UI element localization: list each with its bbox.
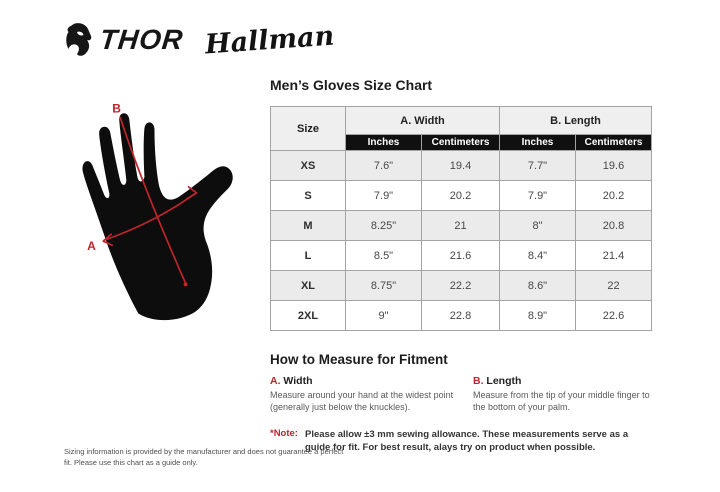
width-inches-value: 7.9" (346, 181, 422, 211)
measure-length-label (473, 375, 652, 387)
length-inches-value: 8.6" (500, 271, 576, 301)
measure-width-word: Width (283, 375, 313, 387)
note-label: *Note: (270, 427, 298, 439)
length-centimeters-value: 20.2 (576, 181, 652, 211)
measure-length-letter: B. (473, 375, 484, 387)
size-label: 2XL (271, 301, 346, 331)
measure-section-heading: How to Measure for Fitment (270, 352, 448, 367)
note-text: Please allow ±3 mm sewing allowance. These measurements serve as a guide for fit. For best result, alays try on product when possible. (305, 428, 629, 454)
measure-length-description: Measure from the tip of your middle finger to the bottom of your palm. (473, 390, 650, 413)
col-header-width-inches: Inches (346, 135, 422, 151)
thor-helmet-icon (64, 22, 96, 58)
marker-a-label: A (87, 239, 96, 254)
size-table (270, 106, 652, 331)
table-row (271, 271, 652, 301)
thor-logo (64, 22, 186, 58)
table-row (271, 301, 652, 331)
measure-width-letter: A. (270, 375, 281, 387)
length-inches-value: 8.4" (500, 241, 576, 271)
width-inches-value: 8.75" (346, 271, 422, 301)
size-label: XL (271, 271, 346, 301)
table-row (271, 241, 652, 271)
size-label: S (271, 181, 346, 211)
width-centimeters-value: 19.4 (422, 151, 500, 181)
length-inches-value: 8" (500, 211, 576, 241)
col-header-length-centimeters: Centimeters (576, 135, 652, 151)
length-inches-value: 7.7" (500, 151, 576, 181)
width-inches-value: 7.6" (346, 151, 422, 181)
width-centimeters-value: 22.2 (422, 271, 500, 301)
width-centimeters-value: 20.2 (422, 181, 500, 211)
measure-length-column (473, 375, 652, 414)
width-centimeters-value: 22.8 (422, 301, 500, 331)
width-inches-value: 9" (346, 301, 422, 331)
length-inches-value: 8.9" (500, 301, 576, 331)
size-label: L (271, 241, 346, 271)
table-row (271, 211, 652, 241)
size-chart-content (270, 77, 652, 454)
length-centimeters-value: 20.8 (576, 211, 652, 241)
measure-width-description: Measure around your hand at the widest point (generally just below the knuckles). (270, 390, 454, 413)
thor-wordmark: THOR (98, 24, 186, 55)
marker-b-label: B (112, 101, 121, 116)
length-centimeters-value: 19.6 (576, 151, 652, 181)
brand-row (64, 22, 335, 58)
width-inches-value: 8.5" (346, 241, 422, 271)
width-centimeters-value: 21 (422, 211, 500, 241)
measure-width-label (270, 375, 467, 387)
size-label: M (271, 211, 346, 241)
col-header-width-centimeters: Centimeters (422, 135, 500, 151)
measure-width-column (270, 375, 467, 414)
length-centimeters-value: 22 (576, 271, 652, 301)
table-row (271, 181, 652, 211)
col-header-length-group: B. Length (500, 107, 652, 135)
measure-columns (270, 375, 652, 414)
length-centimeters-value: 21.4 (576, 241, 652, 271)
width-centimeters-value: 21.6 (422, 241, 500, 271)
page-title: Men’s Gloves Size Chart (270, 77, 433, 93)
table-group-header-row (271, 107, 652, 135)
col-header-length-inches: Inches (500, 135, 576, 151)
length-inches-value: 7.9" (500, 181, 576, 211)
glove-measurement-diagram (58, 82, 264, 334)
width-inches-value: 8.25" (346, 211, 422, 241)
size-label: XS (271, 151, 346, 181)
length-line-end-dot (184, 282, 188, 286)
col-header-width-group: A. Width (346, 107, 500, 135)
footer-disclaimer: Sizing information is provided by the manufacturer and does not guarantee a perfect fit. Please use this chart as a guide only. (64, 447, 344, 467)
col-header-size: Size (271, 107, 346, 151)
hallman-wordmark: Hallman (204, 20, 336, 60)
measure-length-word: Length (486, 375, 522, 387)
length-centimeters-value: 22.6 (576, 301, 652, 331)
table-row (271, 151, 652, 181)
